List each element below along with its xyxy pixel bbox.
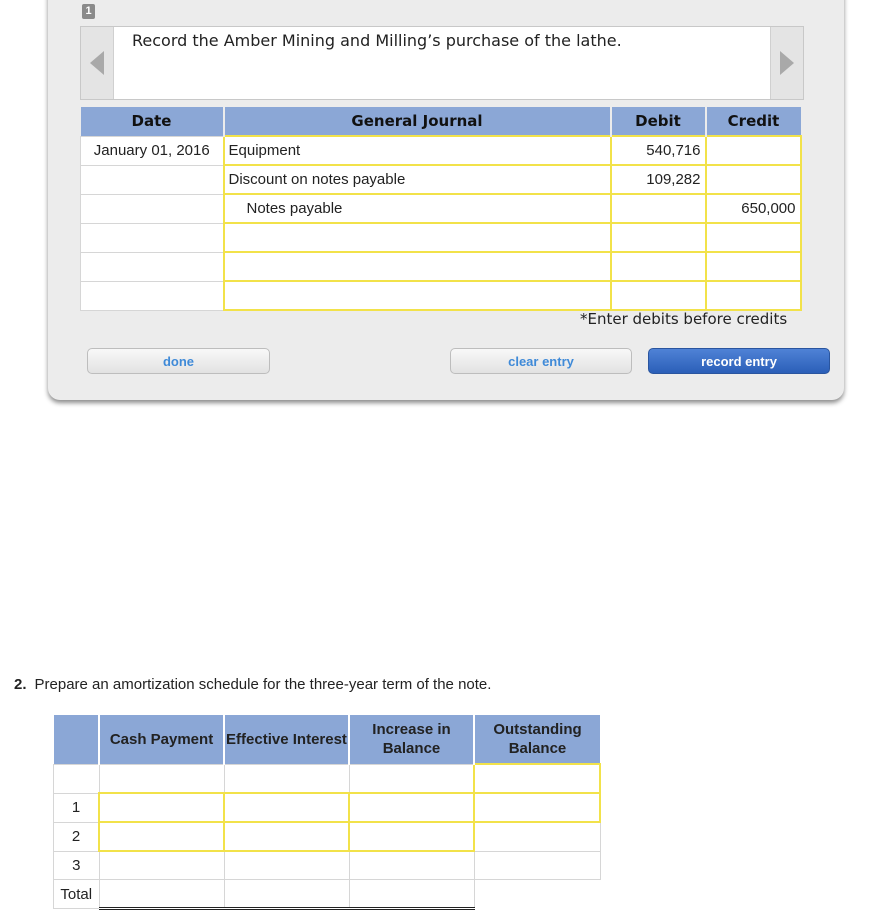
cash-payment-input[interactable] bbox=[99, 822, 224, 851]
effective-interest-input[interactable] bbox=[224, 793, 349, 822]
row-label bbox=[54, 764, 100, 793]
part2-question-text: Prepare an amortization schedule for the three-year term of the note. bbox=[34, 676, 492, 693]
debit-field[interactable]: 109,282 bbox=[611, 165, 706, 194]
effective-interest-header: Effective Interest bbox=[224, 715, 349, 764]
amortization-schedule-table bbox=[53, 715, 601, 910]
credit-field[interactable] bbox=[706, 223, 801, 252]
increase-in-balance-input[interactable] bbox=[349, 793, 474, 822]
total-label: Total bbox=[54, 880, 100, 909]
account-field[interactable]: Discount on notes payable bbox=[224, 165, 611, 194]
row-label-header bbox=[54, 715, 100, 764]
date-cell: January 01, 2016 bbox=[81, 136, 224, 165]
amortization-row bbox=[54, 851, 601, 880]
arrow-left-icon bbox=[89, 50, 105, 76]
amortization-header-row bbox=[54, 715, 601, 764]
account-field[interactable]: Notes payable bbox=[224, 194, 611, 223]
outstanding-balance-header: Outstanding Balance bbox=[474, 715, 600, 764]
row-label: 1 bbox=[54, 793, 100, 822]
cash-payment-cell bbox=[99, 851, 224, 880]
amortization-row bbox=[54, 793, 601, 822]
increase-in-balance-cell bbox=[349, 764, 474, 793]
outstanding-balance-cell bbox=[474, 822, 600, 851]
date-cell bbox=[81, 194, 224, 223]
row-label: 2 bbox=[54, 822, 100, 851]
effective-interest-cell bbox=[224, 851, 349, 880]
increase-in-balance-total bbox=[349, 880, 474, 909]
step-number-badge: 1 bbox=[82, 4, 95, 19]
amortization-row bbox=[54, 822, 601, 851]
account-field[interactable]: Equipment bbox=[224, 136, 611, 165]
date-cell bbox=[81, 223, 224, 252]
previous-button[interactable] bbox=[81, 27, 114, 99]
cash-payment-total bbox=[99, 880, 224, 909]
part2-number: 2. bbox=[14, 676, 27, 693]
date-header: Date bbox=[81, 107, 224, 136]
outstanding-balance-cell bbox=[474, 851, 600, 880]
record-entry-button[interactable]: record entry bbox=[648, 348, 830, 374]
outstanding-balance-input[interactable] bbox=[474, 764, 600, 793]
increase-in-balance-cell bbox=[349, 851, 474, 880]
increase-in-balance-header: Increase in Balance bbox=[349, 715, 474, 764]
clear-entry-button[interactable]: clear entry bbox=[450, 348, 632, 374]
effective-interest-cell bbox=[224, 764, 349, 793]
credit-field[interactable] bbox=[706, 165, 801, 194]
debit-field[interactable] bbox=[611, 194, 706, 223]
credit-field[interactable] bbox=[706, 252, 801, 281]
journal-row bbox=[81, 136, 801, 165]
cash-payment-header: Cash Payment bbox=[99, 715, 224, 764]
credit-field[interactable] bbox=[706, 281, 801, 310]
debit-field[interactable] bbox=[611, 223, 706, 252]
credit-header: Credit bbox=[706, 107, 801, 136]
account-header: General Journal bbox=[224, 107, 611, 136]
instruction-text: Record the Amber Mining and Milling’s purchase of the lathe. bbox=[132, 31, 622, 50]
date-cell bbox=[81, 281, 224, 310]
increase-in-balance-input[interactable] bbox=[349, 822, 474, 851]
part2-question bbox=[14, 676, 491, 693]
date-cell bbox=[81, 165, 224, 194]
credit-field[interactable]: 650,000 bbox=[706, 194, 801, 223]
debits-before-credits-hint: *Enter debits before credits bbox=[580, 310, 788, 328]
debit-field[interactable] bbox=[611, 281, 706, 310]
debit-field[interactable]: 540,716 bbox=[611, 136, 706, 165]
instruction-box bbox=[80, 26, 804, 100]
amortization-row bbox=[54, 764, 601, 793]
cash-payment-input[interactable] bbox=[99, 793, 224, 822]
done-button[interactable]: done bbox=[87, 348, 270, 374]
journal-row bbox=[81, 194, 801, 223]
account-field[interactable] bbox=[224, 223, 611, 252]
credit-field[interactable] bbox=[706, 136, 801, 165]
account-field[interactable] bbox=[224, 252, 611, 281]
date-cell bbox=[81, 252, 224, 281]
debit-header: Debit bbox=[611, 107, 706, 136]
effective-interest-total bbox=[224, 880, 349, 909]
row-label: 3 bbox=[54, 851, 100, 880]
account-field[interactable] bbox=[224, 281, 611, 310]
next-button[interactable] bbox=[770, 27, 803, 99]
journal-row bbox=[81, 223, 801, 252]
journal-header-row bbox=[81, 107, 801, 136]
debit-field[interactable] bbox=[611, 252, 706, 281]
arrow-right-icon bbox=[779, 50, 795, 76]
journal-row bbox=[81, 281, 801, 310]
amortization-total-row bbox=[54, 880, 601, 909]
journal-row bbox=[81, 165, 801, 194]
effective-interest-input[interactable] bbox=[224, 822, 349, 851]
cash-payment-cell bbox=[99, 764, 224, 793]
journal-row bbox=[81, 252, 801, 281]
outstanding-balance-input[interactable] bbox=[474, 793, 600, 822]
general-journal-table bbox=[80, 107, 802, 311]
